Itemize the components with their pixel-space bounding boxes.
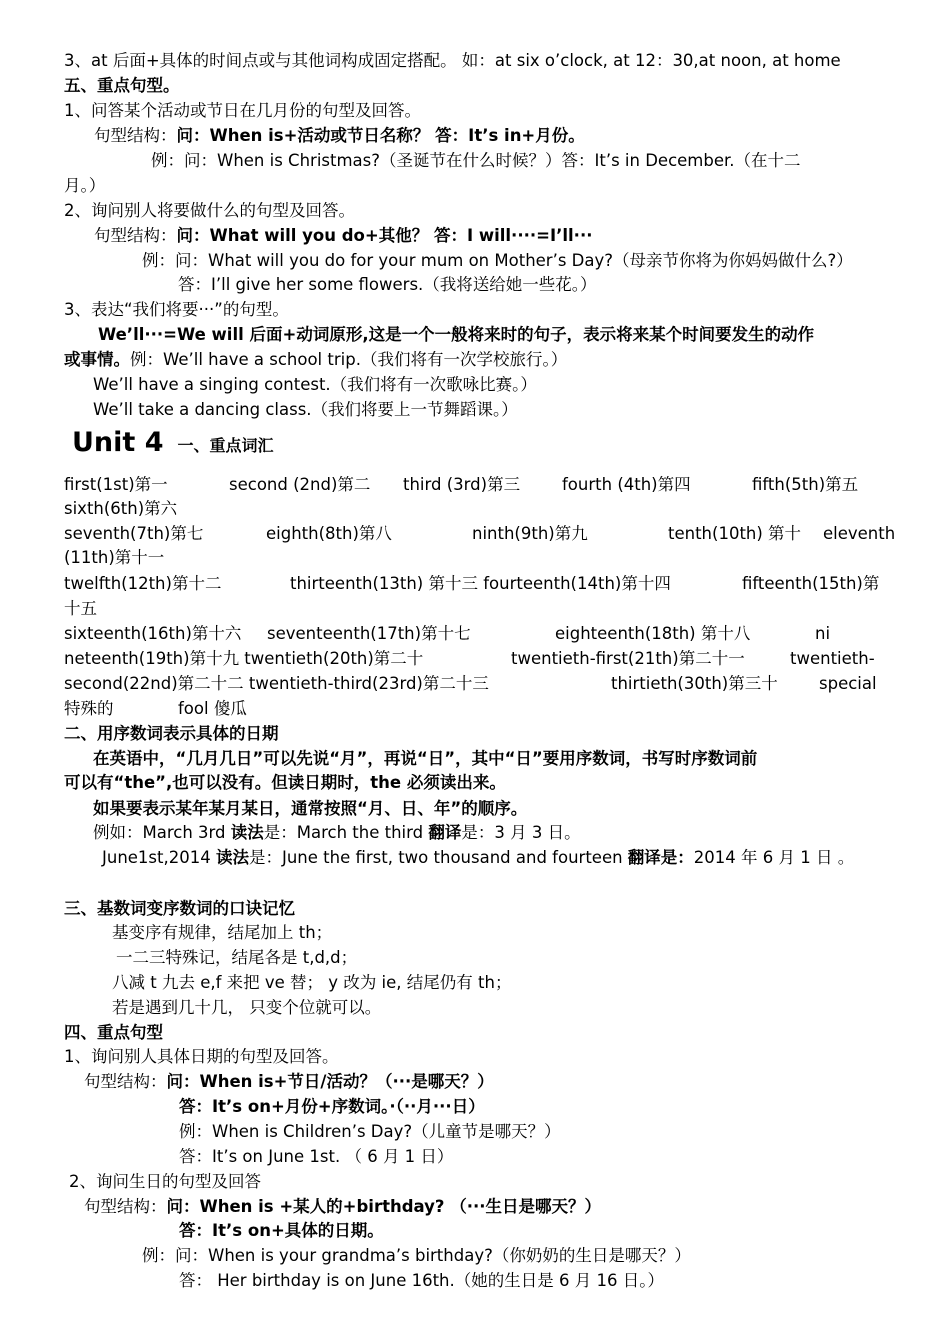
date-example [93,822,581,844]
pattern-answer: 答：It’s on+具体的日期。 [179,1221,384,1240]
date-rule-cont: 可以有“the”,也可以没有。但读日期时，the 必须读出来。 [64,773,506,792]
vocab-item: third (3rd)第三 [403,475,521,494]
vocab-item: eleventh [823,524,896,543]
future-tense-rule-cont [64,349,567,371]
date-example [102,847,854,869]
vocab-item: special [819,674,877,693]
vocab-item: twentieth-first(21th)第二十一 [511,649,745,668]
pattern-line [94,125,585,147]
vocab-item: sixth(6th)第六 [64,499,178,518]
section-heading-dates: 二、用序数词表示具体的日期 [64,724,279,743]
vocab-item: twelfth(12th)第十二 [64,574,222,593]
vocab-item: tenth(10th) 第十 [668,524,802,543]
vocab-item: thirtieth(30th)第三十 [611,674,778,693]
translation-label: 翻译是： [627,848,694,867]
pattern-text: 问：What will you do+其他？ 答：I will····=I’ll··· [176,226,593,245]
vocab-item: seventeenth(17th)第十七 [267,624,471,643]
pattern-line [84,1196,601,1218]
example-line-cont: 月。） [64,176,106,195]
vocab-item: fool 傻瓜 [178,699,247,718]
vocab-item: (11th)第十一 [64,548,165,567]
example-answer: 答：I’ll give her some flowers.（我将送给她一些花。） [178,275,597,294]
rhyme-line: 八减 t 九去 e,f 来把 ve 替； y 改为 ie, 结尾仍有 th； [112,973,512,992]
vocab-item: seventh(7th)第七 [64,524,204,543]
pattern-label: 句型结构： [94,126,177,145]
item-2-heading: 2、询问别人将要做什么的句型及回答。 [64,201,355,220]
date-order-rule: 如果要表示某年某月某日，通常按照“月、日、年”的顺序。 [93,799,528,818]
vocab-item: first(1st)第一 [64,475,168,494]
section-heading-ordinal-rhyme: 三、基数词变序数词的口诀记忆 [64,899,295,918]
item-1-heading: 1、问答某个活动或节日在几月份的句型及回答。 [64,101,421,120]
item-3-heading: 3、表达“我们将要···”的句型。 [64,300,289,319]
reading-label: 读法 [230,823,264,842]
section-heading-key-sentences-2: 四、重点句型 [64,1023,163,1042]
rule-tail: 或事情。 [64,350,130,369]
pattern-label: 句型结构： [94,226,177,245]
example-question: 例：问：When is your grandma’s birthday?（你奶奶的生日是哪天？） [142,1246,691,1265]
example-text: June1st,2014 [102,848,216,867]
vocab-item: ni [815,624,831,643]
vocab-item: thirteenth(13th) 第十三 fourteenth(14th)第十四 [290,574,671,593]
vocab-item: second(22nd)第二十二 twentieth-third(23rd)第二十三 [64,674,489,693]
unit-4-title [72,427,274,462]
pattern-answer: 答：It’s on+月份+序数词。·（··月···日） [179,1097,485,1116]
vocab-item: second (2nd)第二 [229,475,371,494]
reading-label: 读法 [215,848,249,867]
unit-subtitle: 一、重点词汇 [177,436,274,455]
pattern-text: 问：When is+节日/活动？（···是哪天？） [166,1072,494,1091]
vocab-item: 特殊的 [64,699,114,718]
pattern-line [84,1071,494,1093]
pattern-line [94,225,592,247]
vocab-item: ninth(9th)第九 [472,524,588,543]
pattern-text: 问：When is+活动或节日名称？ 答：It’s in+月份。 [176,126,585,145]
date-rule: 在英语中，“几月几日”可以先说“月”，再说“日”，其中“日”要用序数词，书写时序数词前 [93,749,758,768]
example-text: 是：June the first, two thousand and fourteen [248,848,628,867]
vocab-item: twentieth- [790,649,875,668]
example-text: 例：We’ll have a school trip.（我们将有一次学校旅行。） [130,350,568,369]
example-text: 是：3 月 3 日。 [461,823,581,842]
vocab-item: sixteenth(16th)第十六 [64,624,242,643]
unit-title-text: Unit 4 [72,427,164,458]
rhyme-line: 基变序有规律，结尾加上 th； [112,923,333,942]
example-text: 是：March the third [263,823,429,842]
pattern-text: 问：When is +某人的+birthday? （···生日是哪天？） [166,1197,602,1216]
example-line: We’ll take a dancing class.（我们将要上一节舞蹈课。） [93,400,518,419]
item-2-heading: 2、询问生日的句型及回答 [69,1172,261,1191]
vocab-item: 十五 [64,599,97,618]
item-1-heading: 1、询问别人具体日期的句型及回答。 [64,1047,339,1066]
translation-label: 翻译 [428,823,462,842]
example-answer: 答： Her birthday is on June 16th.（她的生日是 6 月 16 日。） [179,1271,664,1290]
pattern-label: 句型结构： [84,1197,167,1216]
example-line: We’ll have a singing contest.（我们将有一次歌咏比赛。） [93,375,537,394]
vocab-item: neteenth(19th)第十九 twentieth(20th)第二十 [64,649,424,668]
rhyme-line: 一二三特殊记，结尾各是 t,d,d； [116,948,358,967]
example-question: 例：问：What will you do for your mum on Mother’s Day?（母亲节你将为你妈妈做什么?） [142,251,853,270]
section-heading-key-sentences: 五、重点句型。 [64,76,180,95]
future-tense-rule: We’ll···=We will 后面+动词原形,这是一个一般将来时的句子，表示将来某个时间要发生的动作 [98,325,815,344]
vocab-item: fourth (4th)第四 [562,475,691,494]
example-answer: 答：It’s on June 1st. （ 6 月 1 日） [179,1147,454,1166]
vocab-item: eighteenth(18th) 第十八 [555,624,751,643]
example-text: 例如：March 3rd [93,823,231,842]
vocab-item: fifth(5th)第五 [752,475,859,494]
example-question: 例：When is Children’s Day?（儿童节是哪天？） [179,1122,561,1141]
rhyme-line: 若是遇到几十几， 只变个位就可以。 [112,998,382,1017]
example-text: 2014 年 6 月 1 日 。 [693,848,855,867]
pattern-label: 句型结构： [84,1072,167,1091]
vocab-item: fifteenth(15th)第 [742,574,880,593]
vocab-item: eighth(8th)第八 [266,524,392,543]
rule-at-fixed-collocation: 3、at 后面+具体的时间点或与其他词构成固定搭配。 如：at six o’clock, at 12：30,at noon, at home [64,51,841,70]
example-line: 例：问：When is Christmas?（圣诞节在什么时候？）答：It’s in December.（在十二 [151,151,801,170]
